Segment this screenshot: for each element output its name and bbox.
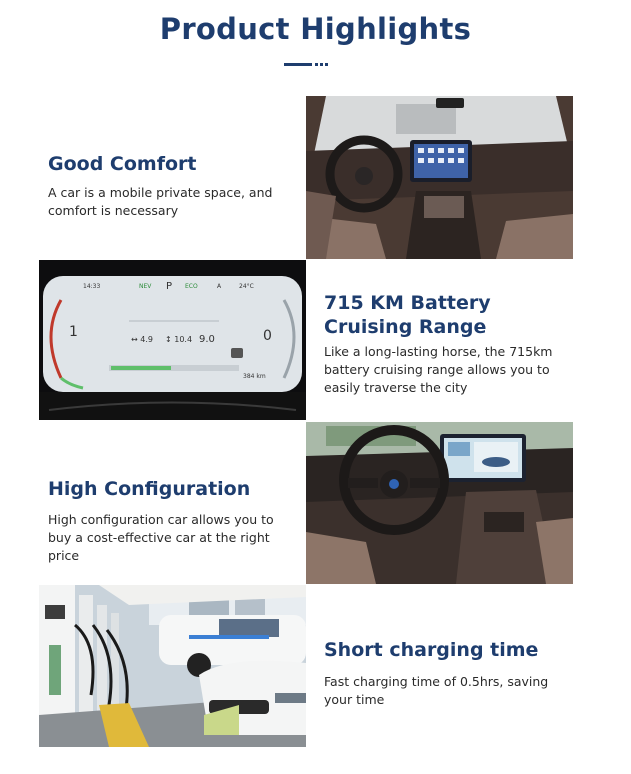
svg-text:P: P [166,281,173,292]
svg-text:↔ 4.9: ↔ 4.9 [131,335,153,344]
svg-text:ECO: ECO [185,283,198,290]
feature-text-configuration: High configuration car allows you to buy a cost-effective car at the right price [48,512,274,563]
svg-text:0: 0 [263,328,272,344]
feature-text-comfort: A car is a mobile private space, and comfort is necessary [48,185,273,218]
instrument-cluster-photo [39,260,306,420]
feature-heading-configuration: High Configuration [48,478,251,500]
title-divider [284,63,334,67]
cluster-time: 14:33 [83,283,101,290]
svg-text:9.0: 9.0 [199,334,215,345]
feature-heading-charging: Short charging time [324,639,539,661]
svg-text:NEV: NEV [139,283,152,290]
svg-text:A: A [217,283,222,290]
feature-heading-comfort: Good Comfort [48,153,197,175]
car-interior-dashboard-photo [306,96,573,259]
svg-text:24°C: 24°C [239,283,254,290]
feature-heading-range: 715 KM Battery Cruising Range [324,292,491,338]
steering-wheel-interior-photo [306,422,573,584]
feature-text-range: Like a long-lasting horse, the 715km battery cruising range allows you to easily traverse the city [324,344,553,395]
svg-text:384 km: 384 km [243,373,266,380]
feature-text-charging: Fast charging time of 0.5hrs, saving your time [324,674,549,707]
page-title: Product Highlights [159,12,472,46]
svg-text:1: 1 [69,324,78,340]
svg-text:↕ 10.4: ↕ 10.4 [165,335,193,344]
charging-station-photo [39,585,306,747]
